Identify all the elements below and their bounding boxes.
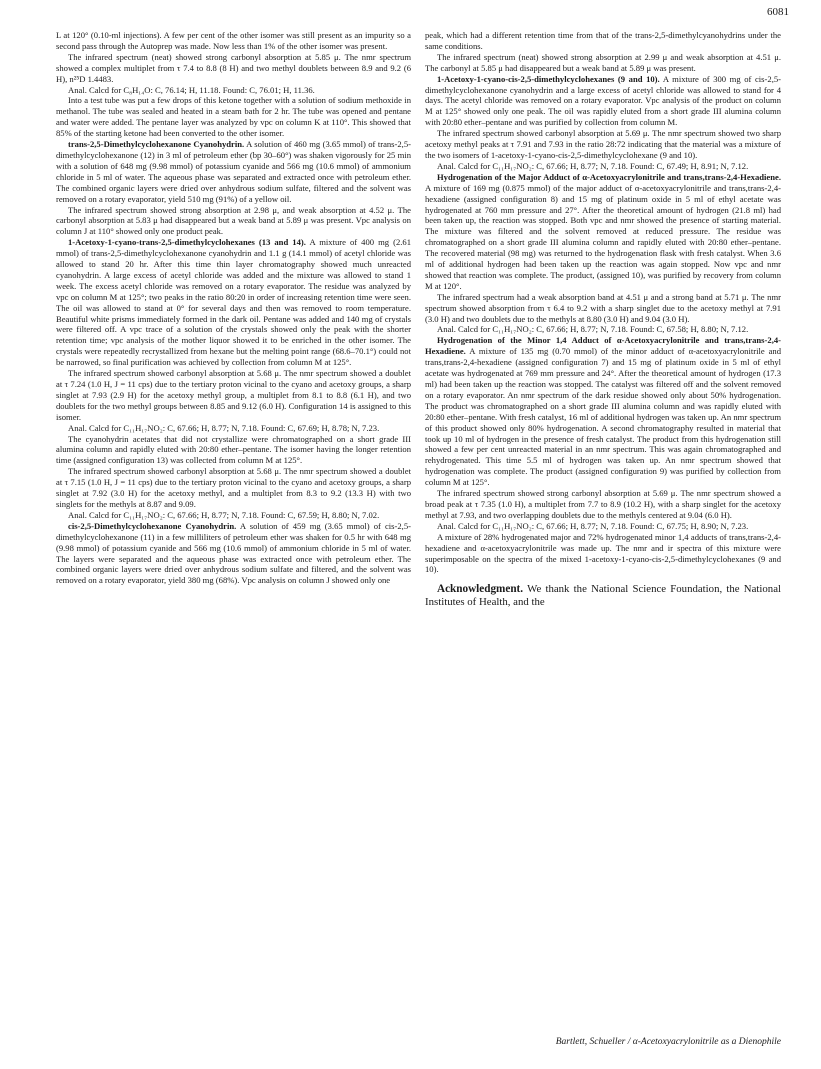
paragraph-text: A mixture of 169 mg (0.875 mmol) of the major adduct of α-acetoxyacrylonitrile and trans,trans-2,4-hexadiene (assigned configuration 8) and 15 mg of platinum oxide in 5 ml of ethyl acetate was hydrogenated at 760 mm pressure and 27°. After the theoretical amount of hydrogen (21.8 ml) had been taken up, the reaction was stopped. Both vpc and nmr showed the presence of starting material. The mixture was filtered and the solvent removed at reduced pressure. The residue was chromatographed on a short grade III alumina column and rapidly eluted with 20:80 ether–pentane. The recovered material (98 mg) was returned to the hydrogenation flask with fresh catalyst. When 3.6 ml of additional hydrogen had been taken up the reaction was again stopped. Now vpc and nmr showed that reaction was complete. The product, (assigned 10), was purified by recovery from column M at 120°.: [425, 182, 781, 291]
paragraph: [56, 30, 411, 52]
paragraph-text: Anal. Calcd for C₈H₁₄O: C, 76.14; H, 11.18. Found: C, 76.01; H, 11.36.: [68, 84, 315, 95]
paragraph: [425, 30, 781, 52]
paragraph: [425, 74, 781, 129]
paragraph: [56, 139, 411, 204]
paragraph-text: A mixture of 300 mg of cis-2,5-dimethylcyclohexanone cyanohydrin and a large excess of acetyl chloride was allowed to stand for 4 days. The acetyl chloride was removed on a rotary evaporator. Vpc analysis of the product on column M at 125° showed only one peak. The oil was rapidly eluted from a short grade III alumina column with 20:80 ether–pentane and was purified by collection from column M.: [425, 73, 781, 128]
paragraph-text: A solution of 459 mg (3.65 mmol) of cis-2,5-dimethylcyclohexanone (11) in a few milliliters of petroleum ether was shaken for 0.5 hr with 648 mg (9.98 mmol) of potassium cyanide and 566 mg (10.6 mmol) of ammonium chloride in 5 ml of water. The layers were separated and the aqueous phase was extracted once with petroleum ether. The combined organic layers were dried over anhydrous sodium sulfate and filtered, and the solvent was removed on a rotary evaporator, yield 380 mg (68%). Vpc analysis on column J showed only one: [56, 520, 411, 586]
right-column: [425, 30, 781, 609]
paragraph-title: Hydrogenation of the Major Adduct of α-Acetoxyacrylonitrile and trans,trans-2,4-Hexadiene.: [437, 171, 781, 182]
analysis-line: [56, 510, 411, 521]
paragraph: [425, 52, 781, 74]
analysis-line: [425, 324, 781, 335]
running-footer: Bartlett, Schueller / α-Acetoxyacrylonitrile as a Dienophile: [555, 1037, 781, 1047]
paragraph-text: The infrared spectrum (neat) showed strong carbonyl absorption at 5.85 μ. The nmr spectrum showed a complex multiplet from τ 7.4 to 8.8 (8 H) and two methyl doublets between 8.9 and 9.2 (6 H), n²⁵D 1.4483.: [56, 51, 411, 84]
analysis-line: [56, 423, 411, 434]
paragraph-text: The infrared spectrum showed strong carbonyl absorption at 5.69 μ. The nmr spectrum showed a broad peak at τ 7.35 (1.0 H), a multiplet from 7.7 to 8.9 (10.2 H), with a sharp singlet for the acetoxy methyl at 7.93, and two overlapping doublets due to the methyls centered at 9.04 (6.0 H).: [425, 488, 781, 520]
paragraph: [56, 521, 411, 586]
analysis-line: [425, 521, 781, 532]
paragraph: [56, 368, 411, 423]
paragraph-title: 1-Acetoxy-1-cyano-trans-2,5-dimethylcyclohexanes (13 and 14).: [68, 237, 306, 248]
paragraph-text: The cyanohydrin acetates that did not crystallize were chromatographed on a short grade III alumina column and rapidly eluted with 20:80 ether–pentane. The isomer having the longer retention time (assigned configuration 13) was collected from column M at 125°.: [56, 433, 411, 466]
paragraph-text: The infrared spectrum showed strong absorption at 2.98 μ, and weak absorption at 4.52 μ. The carbonyl absorption at 5.83 μ had disappeared but a weak band at 5.89 μ was present. Vpc analysis on column J at 110° showed only one product peak.: [56, 204, 411, 237]
paragraph: [56, 434, 411, 467]
paragraph-title: Hydrogenation of the Minor 1,4 Adduct of α-Acetoxyacrylonitrile and trans,trans-2,4-Hexadiene.: [425, 335, 781, 357]
paragraph-text: A mixture of 400 mg (2.61 mmol) of trans-2,5-dimethylcyclohexanone cyanohydrin and 1.1 g (14.1 mmol) of acetyl chloride was allowed to stand 20 hr. After this time thin layer chromatography showed much unreacted cyanohydrin. A large excess of acetyl chloride was added and the mixture was allowed to stand 1 week. The excess acetyl chloride was removed on a rotary evaporator. The residue was analyzed by vpc on column M at 125°; two peaks in the ratio 80:20 in order of increasing retention time were seen. The oil was allowed to stand at 0° for several days and then was removed to room temperature. Beautiful white prisms immediately formed in the dark oil. Pentane was added and 140 mg of crystals were filtered off. A vpc trace of a solution of the crystals showed only the peak with the shorter retention time; vpc analysis of the mother liquor showed it to be enriched in the other isomer. The crystals were repeatedly recrystallized from hexane but the melting point range (68.6–70.1°) could not be narrowed, so final purification was achieved by collection from column M at 125°.: [56, 237, 411, 368]
paragraph-text: Anal. Calcd for C₁₁H₁₇NO₂: C, 67.66; H, 8.77; N, 7.18. Found: C, 67.49; H, 8.91; N, 7.12.: [437, 160, 749, 171]
paragraph-text: L at 120° (0.10-ml injections). A few per cent of the other isomer was still present as an impurity so a second pass through the Autoprep was made. Now less than 1% of the other isomer was present.: [56, 30, 411, 51]
paragraph-text: Anal. Calcd for C₁₁H₁₇NO₂: C, 67.66; H, 8.77; N, 7.18. Found: C, 67.75; H, 8.90; N, 7.23.: [437, 520, 749, 531]
paragraph: [425, 488, 781, 521]
analysis-line: [425, 161, 781, 172]
left-column: [56, 30, 411, 586]
paragraph: [56, 52, 411, 85]
paragraph: [425, 532, 781, 576]
paragraph-text: Anal. Calcd for C₁₁H₁₇NO₂: C, 67.66; H, 8.77; N, 7.18. Found: C, 67.59; H, 8.80; N, 7.02.: [68, 509, 380, 520]
paragraph: [56, 237, 411, 368]
paragraph: [56, 466, 411, 510]
paragraph-text: Anal. Calcd for C₁₁H₁₇NO₂: C, 67.66; H, 8.77; N, 7.18. Found: C, 67.58; H, 8.80; N, 7.12.: [437, 324, 749, 335]
paragraph: [56, 205, 411, 238]
paragraph-text: peak, which had a different retention time from that of the trans-2,5-dimethylcyanohydrins under the same conditions.: [425, 30, 781, 51]
paragraph-text: We thank the National Science Foundation, the National Institutes of Health, and the: [425, 583, 781, 609]
paragraph-title: Acknowledgment.: [437, 583, 524, 596]
paragraph-title: trans-2,5-Dimethylcyclohexanone Cyanohydrin.: [68, 139, 245, 150]
paragraph-text: The infrared spectrum had a weak absorption band at 4.51 μ and a strong band at 5.71 μ. The nmr spectrum showed absorption from τ 6.4 to 9.2 with a sharp singlet due to the acetoxy methyl at 7.91 (3.0 H) and two doublets due to the methyls at 8.80 (3.0 H) and 9.04 (3.0 H).: [425, 291, 781, 324]
paragraph-title: cis-2,5-Dimethylcyclohexanone Cyanohydrin.: [68, 520, 237, 531]
paragraph-text: A solution of 460 mg (3.65 mmol) of trans-2,5-dimethylcyclohexanone (12) in 3 ml of petroleum ether (bp 30–60°) was shaken vigorously for 25 min with a solution of 648 mg (9.98 mmol) of potassium cyanide and 566 mg (10.6 mmol) of ammonium chloride in 5 ml of water. The aqueous phase was separated and extracted once with petroleum ether. The combined organic layers were dried over anhydrous sodium sulfate, filtered and the solvent was removed on a rotary evaporator, yield 510 mg (91%) of a yellow oil.: [56, 139, 411, 204]
acknowledgment: [425, 583, 781, 609]
paragraph: [425, 335, 781, 488]
analysis-line: [56, 85, 411, 96]
page-number: 6081: [767, 6, 789, 18]
paragraph: [425, 172, 781, 292]
paragraph-text: The infrared spectrum showed carbonyl absorption at 5.68 μ. The nmr spectrum showed a doublet at τ 7.24 (1.0 H, J = 11 cps) due to the tertiary proton vicinal to the cyano and acetoxy groups, a sharp singlet at 7.93 (2.9 H) for the acetoxy methyl group, a multiplet from 8.1 to 8.8 (6.1 H), and two doublets for the two methyl groups between 8.85 and 9.12 (6.0 H). Configuration 14 is assigned to this isomer.: [56, 368, 411, 422]
paragraph: [425, 292, 781, 325]
paragraph-text: A mixture of 28% hydrogenated major and 72% hydrogenated minor 1,4 adducts of trans,trans-2,4-hexadiene and α-acetoxyacrylonitrile was made up. The nmr and ir spectra of this mixture were superimposable on the spectra of the mixed 1-acetoxy-1-cyano-cis-2,5-dimethylcyclohexanes (9 and 10).: [425, 531, 781, 575]
paragraph-title: 1-Acetoxy-1-cyano-cis-2,5-dimethylcyclohexanes (9 and 10).: [437, 73, 660, 84]
paragraph-text: A mixture of 135 mg (0.70 mmol) of the minor adduct of α-acetoxyacrylonitrile and trans,trans-2,4-hexadiene (assigned configuration 7) and 15 mg of platinum oxide in 5 ml of ethyl acetate was hydrogenated at 769 mm pressure and 24°. After the theoretical amount of hydrogen (17.3 ml) had been taken up the reaction was stopped. The catalyst was filtered off and the solvent removed on a rotary evaporator. An nmr spectrum of the dark residue showed only about 50% hydrogenation. The product was chromatographed on a short grade III alumina column and was rapidly eluted with 20:80 ether–pentane. With fresh catalyst, 16 ml of additional hydrogen was taken up. An nmr spectrum of this product showed only 80% hydrogenation. A second chromatography resulted in material that took up 10 ml of hydrogen in the presence of fresh catalyst. The product from this hydrogenation still showed a few per cent unreacted material in an nmr spectrum. This was again chromatographed and rehydrogenated. This time 5.5 ml of hydrogen was taken up. An nmr spectrum showed that hydrogenation was complete. The product (assigned configuration 9) was purified by collection from column M at 125°.: [425, 346, 781, 488]
paragraph-text: The infrared spectrum showed carbonyl absorption at 5.68 μ. The nmr spectrum showed a doublet at τ 7.15 (1.0 H, J = 11 cps) due to the tertiary proton vicinal to the cyano and acetoxy groups, a sharp singlet at 7.92 (3.0 H) for the acetoxy methyl, and a multiplet from 8.3 to 9.2 (13.3 H) with two singlets for the methyls at 8.87 and 9.09.: [56, 466, 411, 509]
paragraph: [56, 95, 411, 139]
paragraph-text: Anal. Calcd for C₁₁H₁₇NO₂: C, 67.66; H, 8.77; N, 7.18. Found: C, 67.69; H, 8.78; N, 7.23.: [68, 422, 380, 433]
paragraph-text: The infrared spectrum (neat) showed strong absorption at 2.99 μ and weak absorption at 4.51 μ. The carbonyl at 5.85 μ had disappeared but a weak band at 5.89 μ was present.: [425, 51, 781, 73]
paragraph: [425, 128, 781, 161]
paragraph-text: The infrared spectrum showed carbonyl absorption at 5.69 μ. The nmr spectrum showed two sharp acetoxy methyl peaks at τ 7.91 and 7.93 in the ratio 28:72 indicating that the material was a mixture of the two isomers of 1-acetoxy-1-cyano-cis-2,5-dimethylcyclohexane (9 and 10).: [425, 128, 781, 160]
paragraph-text: Into a test tube was put a few drops of this ketone together with a solution of sodium methoxide in methanol. The tube was sealed and heated in a steam bath for 2 hr. The tube was opened and pentane and water were added. The pentane layer was analyzed by vpc on column K at 110°. This showed that 85% of the starting ketone had been converted to the other isomer.: [56, 95, 411, 139]
